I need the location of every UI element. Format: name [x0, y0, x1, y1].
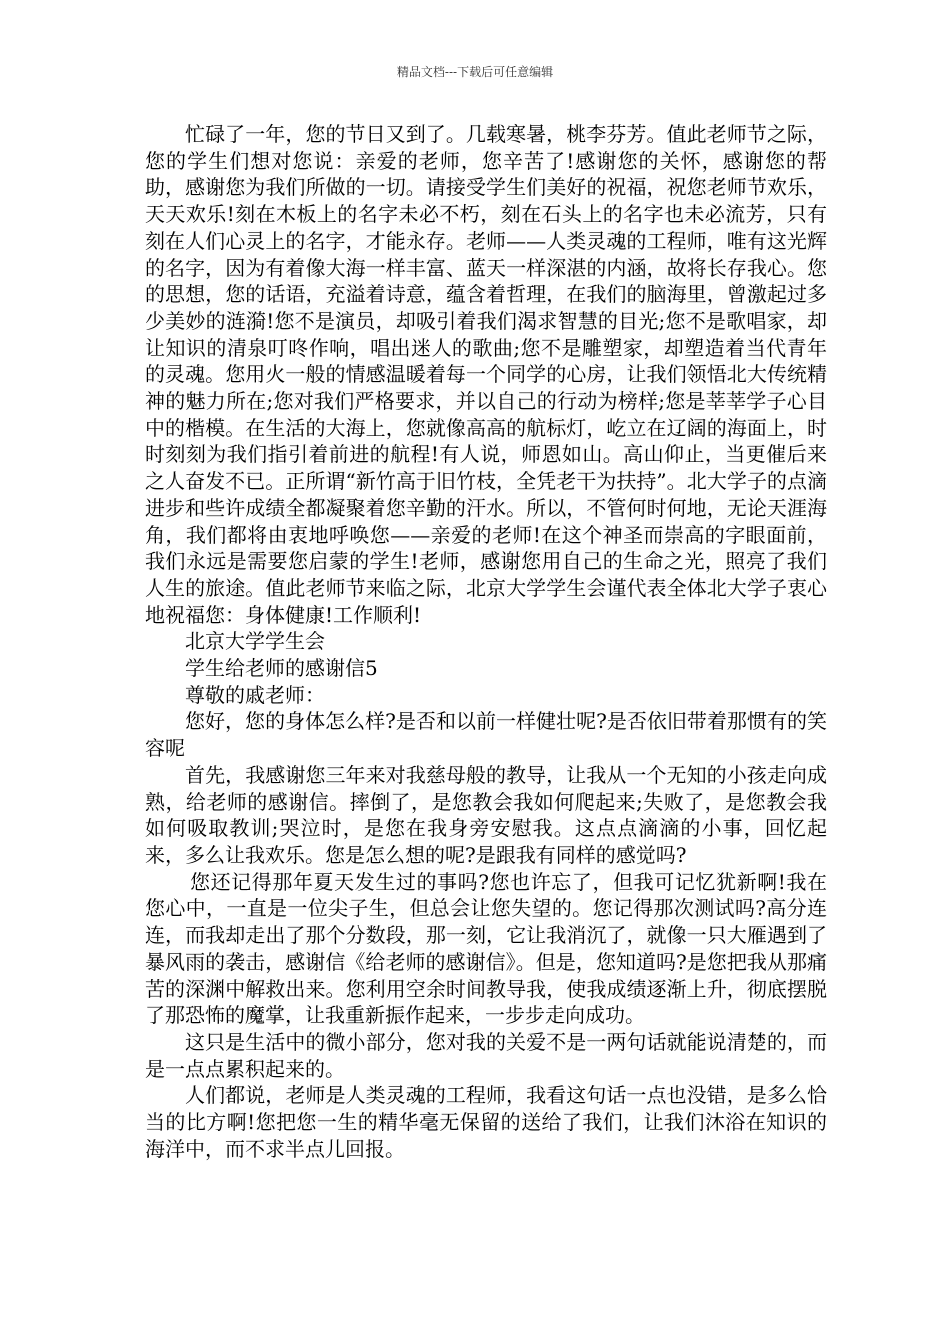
paragraph-greeting: 您好，您的身体怎么样?是否和以前一样健壮呢?是否依旧带着那惯有的笑容呢 — [145, 709, 827, 761]
paragraph-teachers-day-letter: 忙碌了一年，您的节日又到了。几载寒暑，桃李芬芳。值此老师节之际，您的学生们想对您说：亲爱的老师，您辛苦了!感谢您的关怀，感谢您的帮助，感谢您为我们所做的一切。请接受学生们美好的祝福，祝您老师节欢乐，天天欢乐!刻在木板上的名字未必不朽，刻在石头上的名字也未必流芳，只有刻在人们心灵上的名字，才能永存。老师——人类灵魂的工程师，唯有这光辉的名字，因为有着像大海一样丰富、蓝天一样深湛的内涵，故将长存我心。您的思想，您的话语，充溢着诗意，蕴含着哲理，在我们的脑海里，曾激起过多少美妙的涟漪!您不是演员，却吸引着我们渴求智慧的目光;您不是歌唱家，却让知识的清泉叮咚作响，唱出迷人的歌曲;您不是雕塑家，却塑造着当代青年的灵魂。您用火一般的情感温暖着每一个同学的心房，让我们领悟北大传统精神的魅力所在;您对我们严格要求，并以自己的行动为榜样;您是莘莘学子心目中的楷模。在生活的大海上，您就像高高的航标灯，屹立在辽阔的海面上，时时刻刻为我们指引着前进的航程!有人说，师恩如山。高山仰止，当更催后来之人奋发不已。正所谓“新竹高于旧竹枝，全凭老干为扶持”。北大学子的点滴进步和些许成绩全都凝聚着您辛勤的汗水。所以，不管何时何地，无论天涯海角，我们都将由衷地呼唤您——亲爱的老师!在这个神圣而崇高的字眼面前，我们永远是需要您启蒙的学生!老师，感谢您用自己的生命之光，照亮了我们人生的旅途。值此老师节来临之际，北京大学学生会谨代表全体北大学子衷心地祝福您：身体健康!工作顺利! — [145, 122, 827, 627]
paragraph-gratitude: 首先，我感谢您三年来对我慈母般的教导，让我从一个无知的小孩走向成熟，给老师的感谢信。摔倒了，是您教会我如何爬起来;失败了，是您教会我如何吸取教训;哭泣时，是您在我身旁安慰我。这点点滴滴的小事，回忆起来，多么让我欢乐。您是怎么想的呢?是跟我有同样的感觉吗? — [145, 762, 827, 867]
document-body — [145, 121, 827, 1162]
page-header: 精品文档---下载后可任意编辑 — [396, 65, 554, 79]
paragraph-care: 这只是生活中的微小部分，您对我的关爱不是一两句话就能说清楚的，而是一点点累积起来的。 — [145, 1029, 827, 1081]
signature-student-union: 北京大学学生会 — [185, 629, 325, 654]
section-title: 学生给老师的感谢信5 — [185, 656, 378, 681]
paragraph-engineer: 人们都说，老师是人类灵魂的工程师，我看这句话一点也没错，是多么恰当的比方啊!您把您一生的精华毫无保留的送给了我们，让我们沐浴在知识的海洋中，而不求半点儿回报。 — [145, 1083, 827, 1161]
salutation: 尊敬的戚老师： — [185, 682, 325, 707]
paragraph-memory: 您还记得那年夏天发生过的事吗?您也许忘了，但我可记忆犹新啊!我在您心中，一直是一位尖子生，但总会让您失望的。您记得那次测试吗?高分连连，而我却走出了那个分数段，那一刻，它让我消沉了，就像一只大雁遇到了暴风雨的袭击，感谢信《给老师的感谢信》。但是，您知道吗?是您把我从那痛苦的深渊中解救出来。您利用空余时间教导我，使我成绩逐渐上升，彻底摆脱了那恐怖的魔掌，让我重新振作起来，一步步走向成功。 — [145, 869, 827, 1028]
